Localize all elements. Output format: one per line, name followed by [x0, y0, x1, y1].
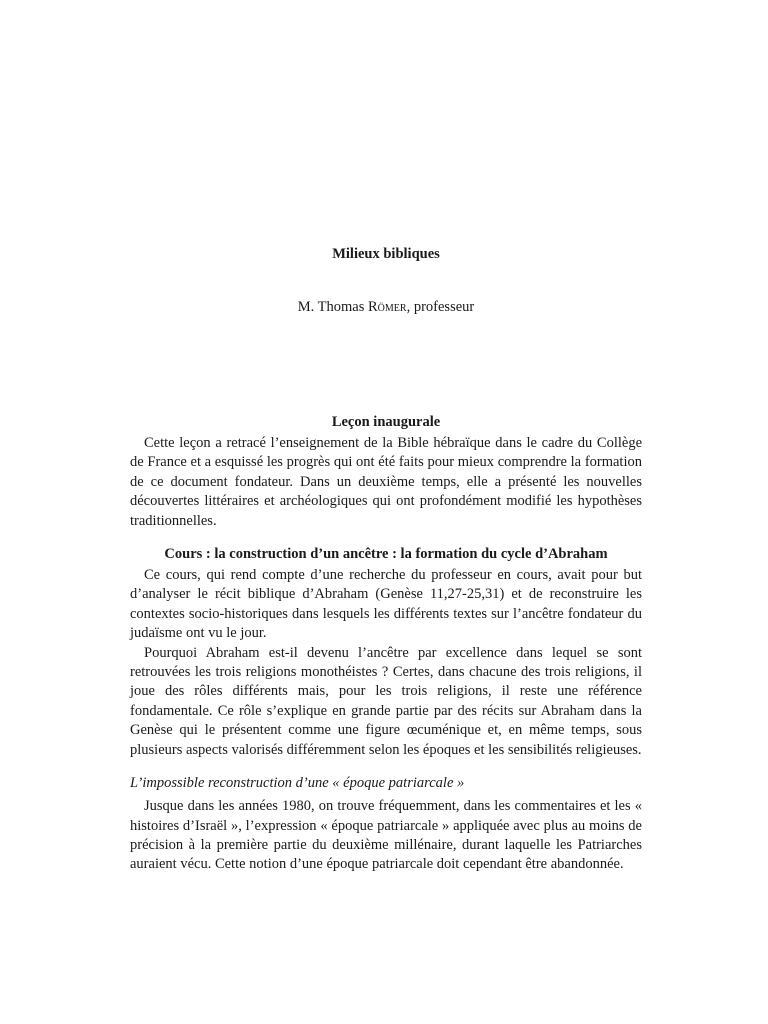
author-surname: Römer [368, 299, 407, 315]
section-spacer [130, 531, 642, 544]
document-page [130, 0, 642, 1024]
author-prefix: M. Thomas [297, 299, 368, 315]
chapter-title: Milieux bibliques [332, 246, 440, 262]
paragraph: Jusque dans les années 1980, on trouve fréquemment, dans les commentaires et les « histoires d’Israël », l’expression « époque patriarcale » appliquée avec plus au moins de précision à la première partie du deuxième millénaire, durant laquelle les Patriarches auraient vécu. Cette notion d’une époque patriarcale doit cependant être abandonnée. [130, 798, 642, 873]
paragraph: Pourquoi Abraham est-il devenu l’ancêtre par excellence dans lequel se sont retrouvées les trois religions monothéistes ? Certes, dans chacune des trois religions, il joue des rôles différents mais, pour les trois religions, il reste une référence fondamentale. Ce rôle s’explique en grande partie par des récits sur Abraham dans la Genèse qui le présentent comme une figure œcuménique et, en même temps, sous plusieurs aspects valorisés différemment selon les époques et les sensibilités religieuses. [130, 644, 642, 758]
author-line [130, 299, 642, 316]
author-suffix: , professeur [406, 299, 475, 315]
paragraph: Cette leçon a retracé l’enseignement de la Bible hébraïque dans le cadre du Collège de France et a esquissé les progrès qui ont été faits pour mieux comprendre la formation de ce document fondateur. Dans un deuxième temps, elle a présenté les nouvelles découvertes littéraires et archéologiques qui ont profondément modifié les hypothèses traditionnelles. [130, 435, 642, 529]
section-spacer [130, 760, 642, 773]
section-heading-lecon: Leçon inaugurale [331, 414, 441, 430]
section-heading-cours: Cours : la construction d’un ancêtre : la formation du cycle d’Abraham [164, 546, 608, 563]
paragraph: Ce cours, qui rend compte d’une recherche du professeur en cours, avait pour but d’analyser le récit biblique d’Abraham (Genèse 11,27-25,31) et de reconstruire les contextes socio-historiques dans lesquels les différents textes sur l’ancêtre fondateur du judaïsme ont vu le jour. [130, 567, 642, 642]
document-body [130, 412, 642, 875]
subsection-heading-epoque: L’impossible reconstruction d’une « époque patriarcale » [130, 775, 465, 792]
